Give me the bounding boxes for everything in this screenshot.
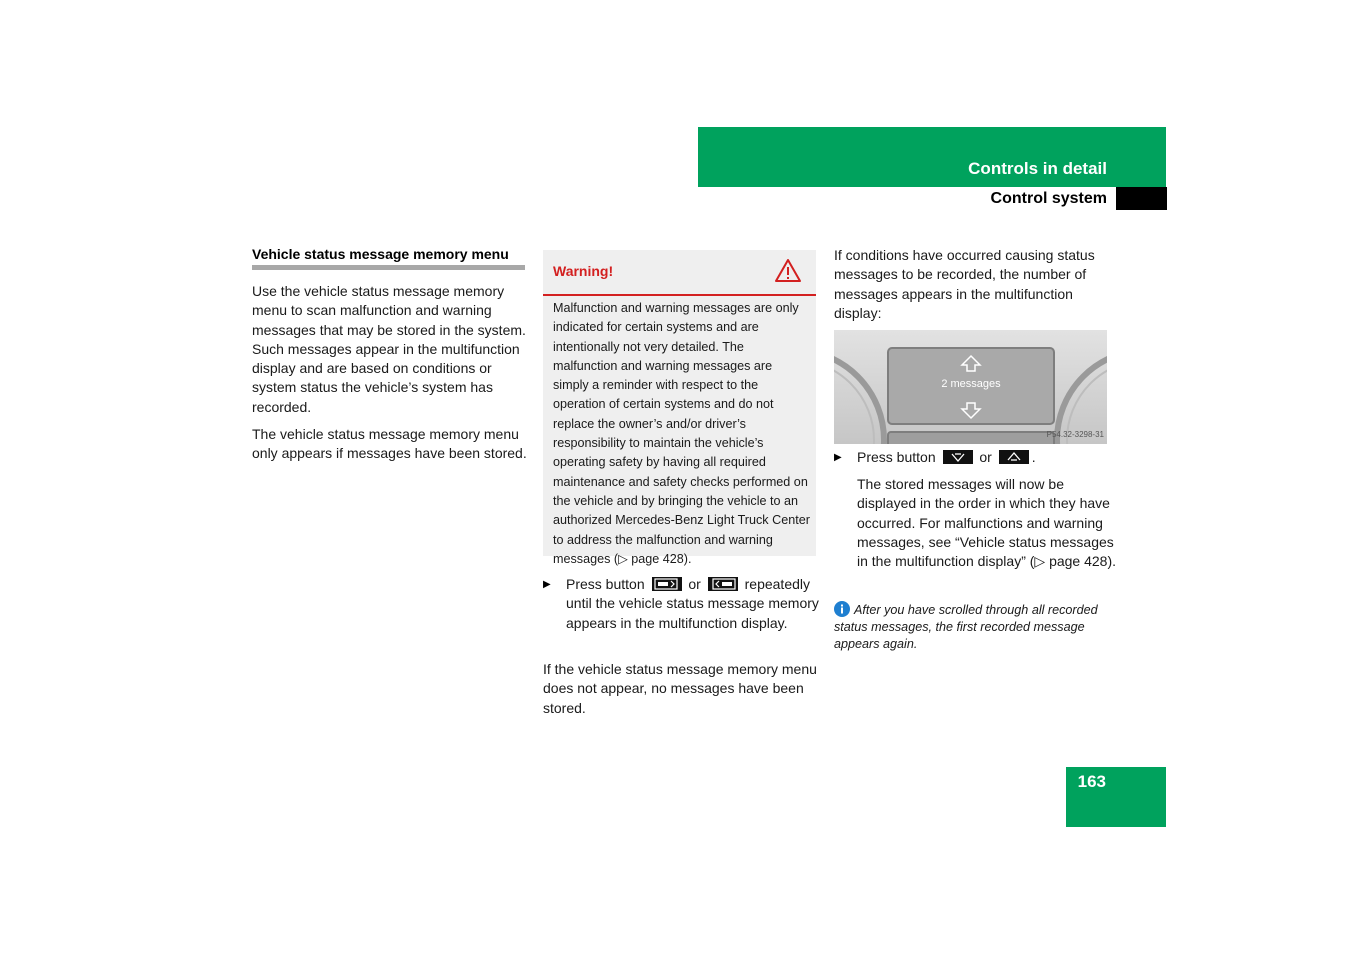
scroll-down-button-icon bbox=[943, 450, 973, 464]
column3-paragraph-2: The stored messages will now be displayed in the order in which they have occurred. For malfunctions and warning messages, see “Vehicle status messages in the multifunction display” (▷ page 428). bbox=[857, 476, 1117, 570]
step-text-before: Press button bbox=[566, 576, 645, 592]
section-title: Controls in detail bbox=[968, 159, 1107, 178]
step-text-after: repeatedly until the vehicle status message memory appears in the multifunction display. bbox=[566, 576, 819, 631]
display-message: 2 messages bbox=[941, 378, 1001, 390]
warning-text: Malfunction and warning messages are only indicated for certain systems and are intentionally not very detailed. The malfunction and warning messages are simply a reminder with respect to the operation of certain systems and do not replace the owner’s and/or driver’s responsibility to maintain the vehicle’s operating safety by having all required maintenance and safety checks performed on the vehicle and by bringing the vehicle to an authorized Mercedes-Benz Light Truck Center to address the malfunction and warning messages (▷ page 428). bbox=[553, 301, 810, 566]
step-text-or: or bbox=[979, 449, 992, 465]
info-text: After you have scrolled through all recorded status messages, the first recorded message appears again. bbox=[834, 603, 1098, 651]
info-note bbox=[834, 601, 1110, 653]
column1-paragraph-2: The vehicle status message memory menu only appears if messages have been stored. bbox=[252, 426, 527, 462]
bullet-arrow-icon: ▶ bbox=[834, 452, 842, 463]
warning-triangle-icon bbox=[774, 258, 802, 283]
figure-code: P54.32-3298-31 bbox=[1046, 430, 1104, 439]
subsection-title: Control system bbox=[990, 190, 1107, 207]
info-icon bbox=[834, 601, 850, 617]
multifunction-display-image bbox=[834, 330, 1107, 444]
column1-paragraph-1: Use the vehicle status message memory menu to scan malfunction and warning messages that may be stored in the system. Such messages appear in the multifunction display and are based on conditions or system status the vehicle’s system has recorded. bbox=[252, 283, 526, 415]
page-number: 163 bbox=[1077, 772, 1106, 791]
header-black-tab bbox=[1116, 187, 1167, 210]
scroll-up-button-icon bbox=[999, 450, 1029, 464]
previous-page-button-icon bbox=[708, 577, 738, 591]
column2-paragraph-2: If the vehicle status message memory menu does not appear, no messages have been stored. bbox=[543, 661, 817, 716]
next-page-button-icon bbox=[652, 577, 682, 591]
step-text-after: . bbox=[1031, 449, 1036, 465]
step-text-or: or bbox=[688, 576, 701, 592]
step-press-scroll-button bbox=[834, 448, 1114, 467]
warning-label: Warning! bbox=[553, 263, 614, 279]
step-press-button-repeatedly bbox=[543, 575, 823, 633]
column3-paragraph-1: If conditions have occurred causing status messages to be recorded, the number of messages appears in the multifunction display: bbox=[834, 247, 1095, 321]
bullet-arrow-icon: ▶ bbox=[543, 579, 551, 590]
step-text-before: Press button bbox=[857, 449, 936, 465]
heading-vehicle-status-menu: Vehicle status message memory menu bbox=[252, 246, 525, 270]
